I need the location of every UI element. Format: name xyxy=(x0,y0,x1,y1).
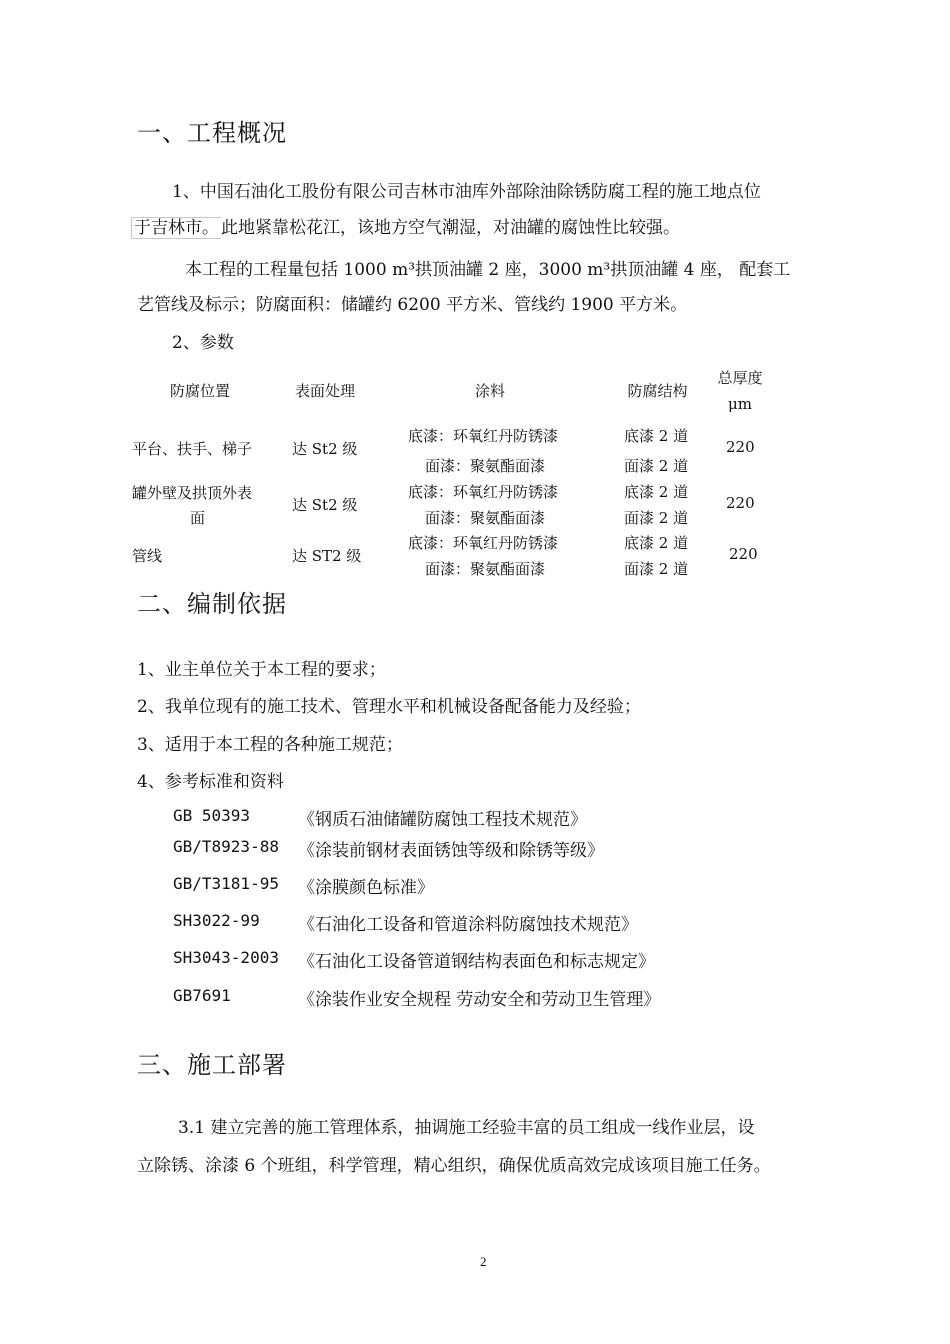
cell-coating-topcoat: 面漆：聚氨酯面漆 xyxy=(425,509,546,527)
cell-thickness: 220 xyxy=(726,494,755,512)
paragraph-2-line-1: 本工程的工程量包括 1000 m³拱顶油罐 2 座，3000 m³拱顶油罐 4 座， 配套工 xyxy=(185,260,791,280)
paragraph-1-line-2 xyxy=(131,213,680,238)
section-3-title: 三、施工部署 xyxy=(137,1051,287,1079)
table-header-thickness-unit: μm xyxy=(728,395,752,413)
cell-surface: 达 ST2 级 xyxy=(292,547,362,565)
cell-structure-topcoat: 面漆 2 道 xyxy=(624,509,689,527)
cell-structure-primer: 底漆 2 道 xyxy=(624,534,689,552)
cell-structure-topcoat: 面漆 2 道 xyxy=(624,560,689,578)
table-header-structure: 防腐结构 xyxy=(627,382,688,400)
cell-structure-topcoat: 面漆 2 道 xyxy=(624,457,689,475)
standard-code: GB 50393 xyxy=(173,806,251,825)
table-header-surface: 表面处理 xyxy=(294,382,355,400)
cell-coating-primer: 底漆：环氧红丹防锈漆 xyxy=(408,483,559,501)
standard-name: 《石油化工设备管道钢结构表面色和标志规定》 xyxy=(298,952,655,972)
standard-code: SH3043-2003 xyxy=(173,948,279,967)
standard-code: GB/T8923-88 xyxy=(173,837,279,856)
cell-coating-primer: 底漆：环氧红丹防锈漆 xyxy=(408,427,559,445)
table-header-position: 防腐位置 xyxy=(169,382,230,400)
list-item: 4、参考标准和资料 xyxy=(137,772,284,792)
cell-position: 罐外壁及拱顶外表 xyxy=(132,484,253,502)
paragraph-3-line-2: 立除锈、涂漆 6 个班组，科学管理，精心组织，确保优质高效完成该项目施工任务。 xyxy=(137,1156,771,1176)
paragraph-3-line-1: 3.1 建立完善的施工管理体系，抽调施工经验丰富的员工组成一线作业层，设 xyxy=(178,1118,755,1138)
section-2-title: 二、编制依据 xyxy=(137,590,287,618)
cell-surface: 达 St2 级 xyxy=(292,440,358,458)
params-label: 2、参数 xyxy=(172,333,234,353)
standard-code: GB7691 xyxy=(173,986,231,1005)
page-number: 2 xyxy=(480,1254,487,1269)
section-1-title: 一、工程概况 xyxy=(137,119,287,147)
cell-structure-primer: 底漆 2 道 xyxy=(624,427,689,445)
cell-coating-topcoat: 面漆：聚氨酯面漆 xyxy=(425,560,546,578)
standard-name: 《钢质石油储罐防腐蚀工程技术规范》 xyxy=(298,810,587,830)
cell-thickness: 220 xyxy=(726,438,755,456)
list-item: 3、适用于本工程的各种施工规范； xyxy=(137,735,403,755)
standard-name: 《涂装前钢材表面锈蚀等级和除锈等级》 xyxy=(298,841,604,861)
cell-position: 管线 xyxy=(132,547,163,565)
list-item: 2、我单位现有的施工技术、管理水平和机械设备配备能力及经验； xyxy=(137,697,641,717)
standard-name: 《涂膜颜色标准》 xyxy=(298,878,434,898)
cell-position-cont: 面 xyxy=(190,509,206,527)
list-item: 1、业主单位关于本工程的要求； xyxy=(137,660,386,680)
paragraph-1-line-2-rest: 此地紧靠松花江，该地方空气潮湿，对油罐的腐蚀性比较强。 xyxy=(221,218,680,238)
paragraph-2-line-2: 艺管线及标示；防腐面积：储罐约 6200 平方米、管线约 1900 平方米。 xyxy=(137,295,688,315)
cell-position: 平台、扶手、梯子 xyxy=(132,440,253,458)
paragraph-1-line-1: 1、中国石油化工股份有限公司吉林市油库外部除油除锈防腐工程的施工地点位 xyxy=(172,182,761,202)
cell-surface: 达 St2 级 xyxy=(292,496,358,514)
standard-name: 《石油化工设备和管道涂料防腐蚀技术规范》 xyxy=(298,915,638,935)
table-header-thickness: 总厚度 xyxy=(717,369,763,387)
standard-name: 《涂装作业安全规程 劳动安全和劳动卫生管理》 xyxy=(298,990,661,1010)
cell-coating-primer: 底漆：环氧红丹防锈漆 xyxy=(408,534,559,552)
cell-structure-primer: 底漆 2 道 xyxy=(624,483,689,501)
standard-code: GB/T3181-95 xyxy=(173,874,279,893)
highlighted-text: 于吉林市。 xyxy=(131,217,221,239)
cell-thickness: 220 xyxy=(729,545,758,563)
standard-code: SH3022-99 xyxy=(173,911,260,930)
table-header-coating: 涂料 xyxy=(474,382,505,400)
cell-coating-topcoat: 面漆：聚氨酯面漆 xyxy=(425,457,546,475)
